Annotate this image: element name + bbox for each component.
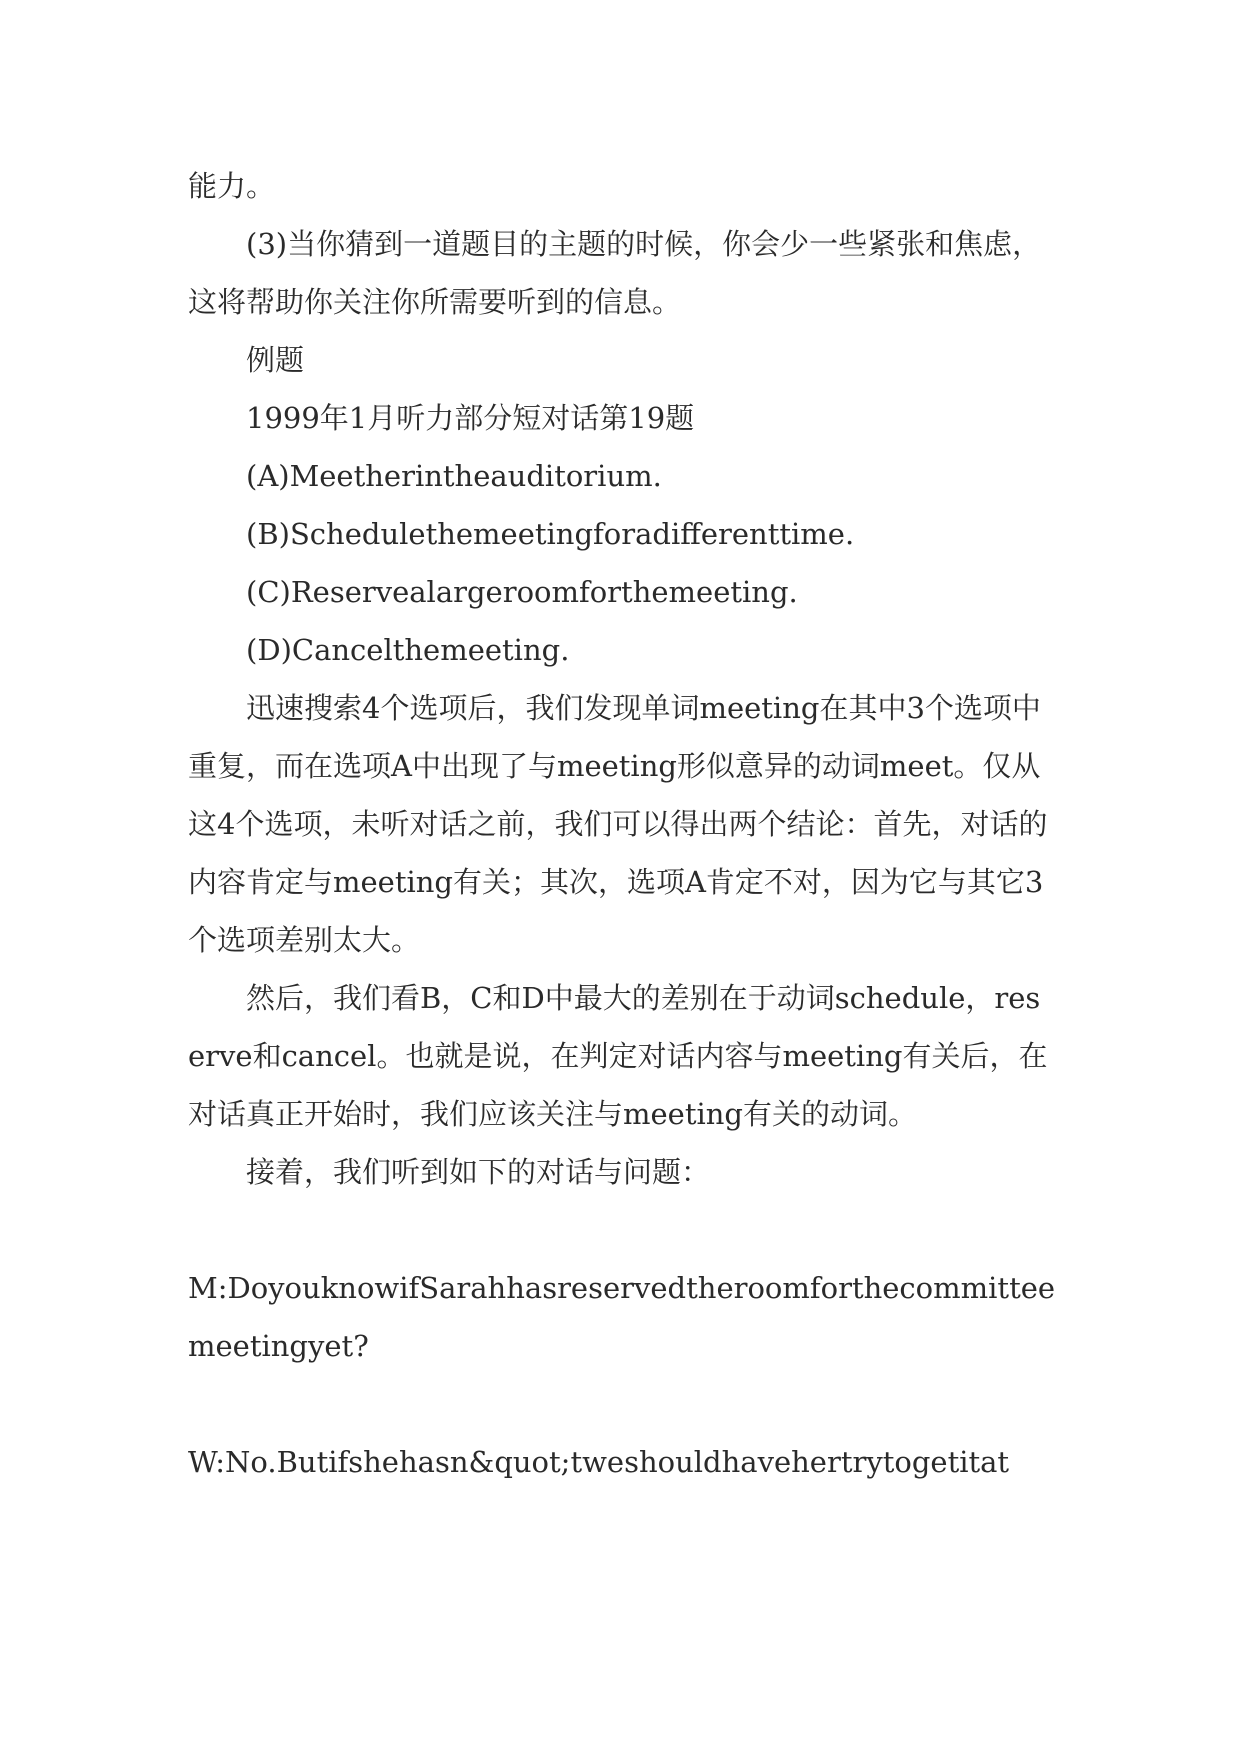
dialogue-woman-line: W:No.Butifshehasn&quot;tweshouldhavehertrytogetitat bbox=[188, 1445, 1010, 1479]
analysis-paragraph-2: 然后，我们看B，C和D中最大的差别在于动词schedule，reserve和cancel。也就是说，在判定对话内容与meeting有关后，在对话真正开始时，我们应该关注与meeting有关的动词。 bbox=[188, 981, 1048, 1131]
example-heading: 例题 bbox=[246, 343, 305, 377]
example-source: 1999年1月听力部分短对话第19题 bbox=[246, 401, 695, 435]
document-body bbox=[188, 157, 1054, 1491]
option-b: (B)Schedulethemeetingforadifferenttime. bbox=[246, 517, 855, 551]
dialogue-intro: 接着，我们听到如下的对话与问题： bbox=[246, 1155, 711, 1189]
paragraph-point-3: (3)当你猜到一道题目的主题的时候，你会少一些紧张和焦虑，这将帮助你关注你所需要听到的信息。 bbox=[188, 227, 1042, 319]
option-a: (A)Meetherintheauditorium. bbox=[246, 459, 662, 493]
dialogue-man-line: M:DoyouknowifSarahhasreservedtheroomforthecommittee bbox=[188, 1271, 1056, 1305]
option-d: (D)Cancelthemeeting. bbox=[246, 633, 570, 667]
analysis-paragraph-1: 迅速搜索4个选项后，我们发现单词meeting在其中3个选项中重复，而在选项A中出现了与meeting形似意异的动词meet。仅从这4个选项，未听对话之前，我们可以得出两个结论：首先，对话的内容肯定与meeting有关；其次，选项A肯定不对，因为它与其它3个选项差别太大。 bbox=[188, 691, 1048, 957]
paragraph-continuation: 能力。 bbox=[188, 169, 276, 203]
option-c: (C)Reservealargeroomforthemeeting. bbox=[246, 575, 798, 609]
dialogue-man-line-end: meetingyet? bbox=[188, 1329, 369, 1363]
